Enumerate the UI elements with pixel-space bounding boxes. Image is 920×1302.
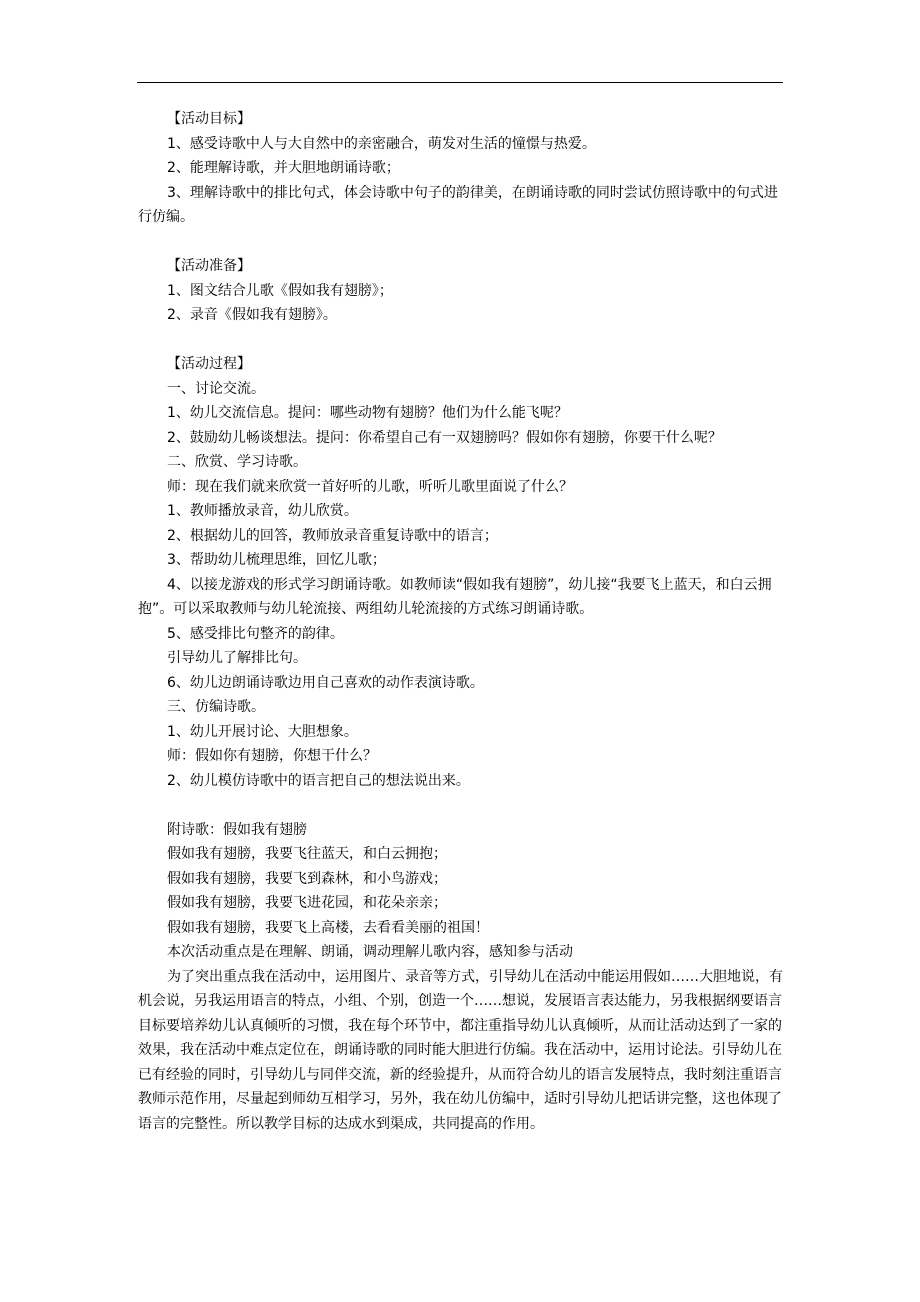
poem-line: 假如我有翅膀，我要飞往蓝天，和白云拥抱； bbox=[167, 846, 447, 862]
process-item: 6、幼儿边朗诵诗歌边用自己喜欢的动作表演诗歌。 bbox=[167, 674, 484, 691]
process-item: 引导幼儿了解排比句。 bbox=[167, 650, 307, 666]
process-item: 3、帮助幼儿梳理思维，回忆儿歌； bbox=[167, 552, 386, 568]
process-item: 师：假如你有翅膀，你想干什么？ bbox=[167, 748, 377, 764]
section-gap bbox=[138, 230, 784, 255]
process-heading: 【活动过程】 bbox=[167, 356, 251, 372]
process-item: 1、教师播放录音，幼儿欣赏。 bbox=[167, 503, 358, 519]
header-rule bbox=[137, 82, 783, 83]
prep-item: 2、录音《假如我有翅膀》。 bbox=[167, 307, 337, 323]
process-item: 4、以接龙游戏的形式学习朗诵诗歌。如教师读“假如我有翅膀”，幼儿接“我要飞上蓝天，和白云拥抱”。可以采取教师与幼儿轮流接、两组幼儿轮流接的方式练习朗诵诗歌。 bbox=[138, 576, 772, 617]
process-item: 一、讨论交流。 bbox=[167, 380, 265, 397]
goal-item: 1、感受诗歌中人与大自然中的亲密融合，萌发对生活的憧憬与热爱。 bbox=[167, 135, 596, 152]
process-item: 三、仿编诗歌。 bbox=[167, 699, 265, 715]
process-item: 二、欣赏、学习诗歌。 bbox=[167, 454, 307, 470]
poem-line: 假如我有翅膀，我要飞上高楼，去看看美丽的祖国！ bbox=[167, 919, 489, 936]
section-gap bbox=[138, 328, 784, 353]
poem-title: 附诗歌：假如我有翅膀 bbox=[167, 821, 307, 838]
reflection-lead: 本次活动重点是在理解、朗诵，调动理解儿歌内容，感知参与活动 bbox=[167, 944, 573, 960]
reflection-paragraph: 为了突出重点我在活动中，运用图片、录音等方式，引导幼儿在活动中能运用假如……大胆地说，有机会说，另我运用语言的特点，小组、个别，创造一个……想说，发展语言表达能力，另我根据纲要语言目标要培养幼儿认真倾听的习惯，我在每个环节中，都注重指导幼儿认真倾听，从而让活动达到了一家的效果，我在活动中难点定位在，朗诵诗歌的同时能大胆进行仿编。我在活动中，运用讨论法。引导幼儿在已有经验的同时，引导幼儿与同伴交流，新的经验提升，从而符合幼儿的语言发展特点，我时刻注重语言教师示范作用，尽量起到师幼互相学习，另外，我在幼儿仿编中，适时引导幼儿把话讲完整，这也体现了语言的完整性。所以教学目标的达成水到渠成，共同提高的作用。 bbox=[138, 968, 783, 1132]
process-item: 5、感受排比句整齐的韵律。 bbox=[167, 625, 344, 642]
goal-item: 3、理解诗歌中的排比句式，体会诗歌中句子的韵律美，在朗诵诗歌的同时尝试仿照诗歌中的句式进行仿编。 bbox=[138, 184, 778, 225]
process-item: 2、幼儿模仿诗歌中的语言把自己的想法说出来。 bbox=[167, 772, 470, 789]
process-item: 2、根据幼儿的回答，教师放录音重复诗歌中的语言； bbox=[167, 527, 498, 544]
goals-heading: 【活动目标】 bbox=[167, 111, 251, 127]
document-body bbox=[138, 107, 784, 1136]
process-item: 师：现在我们就来欣赏一首好听的儿歌，听听儿歌里面说了什么？ bbox=[167, 478, 573, 495]
poem-line: 假如我有翅膀，我要飞到森林，和小鸟游戏； bbox=[167, 870, 447, 887]
goal-item: 2、能理解诗歌，并大胆地朗诵诗歌； bbox=[167, 160, 400, 176]
process-item: 1、幼儿开展讨论、大胆想象。 bbox=[167, 723, 358, 740]
process-item: 2、鼓励幼儿畅谈想法。提问：你希望自己有一双翅膀吗？假如你有翅膀，你要干什么呢？ bbox=[167, 429, 722, 446]
prep-heading: 【活动准备】 bbox=[167, 258, 251, 274]
poem-line: 假如我有翅膀，我要飞进花园，和花朵亲亲； bbox=[167, 895, 447, 911]
prep-item: 1、图文结合儿歌《假如我有翅膀》； bbox=[167, 282, 393, 299]
process-item: 1、幼儿交流信息。提问：哪些动物有翅膀？他们为什么能飞呢？ bbox=[167, 405, 568, 421]
section-gap bbox=[138, 793, 784, 818]
